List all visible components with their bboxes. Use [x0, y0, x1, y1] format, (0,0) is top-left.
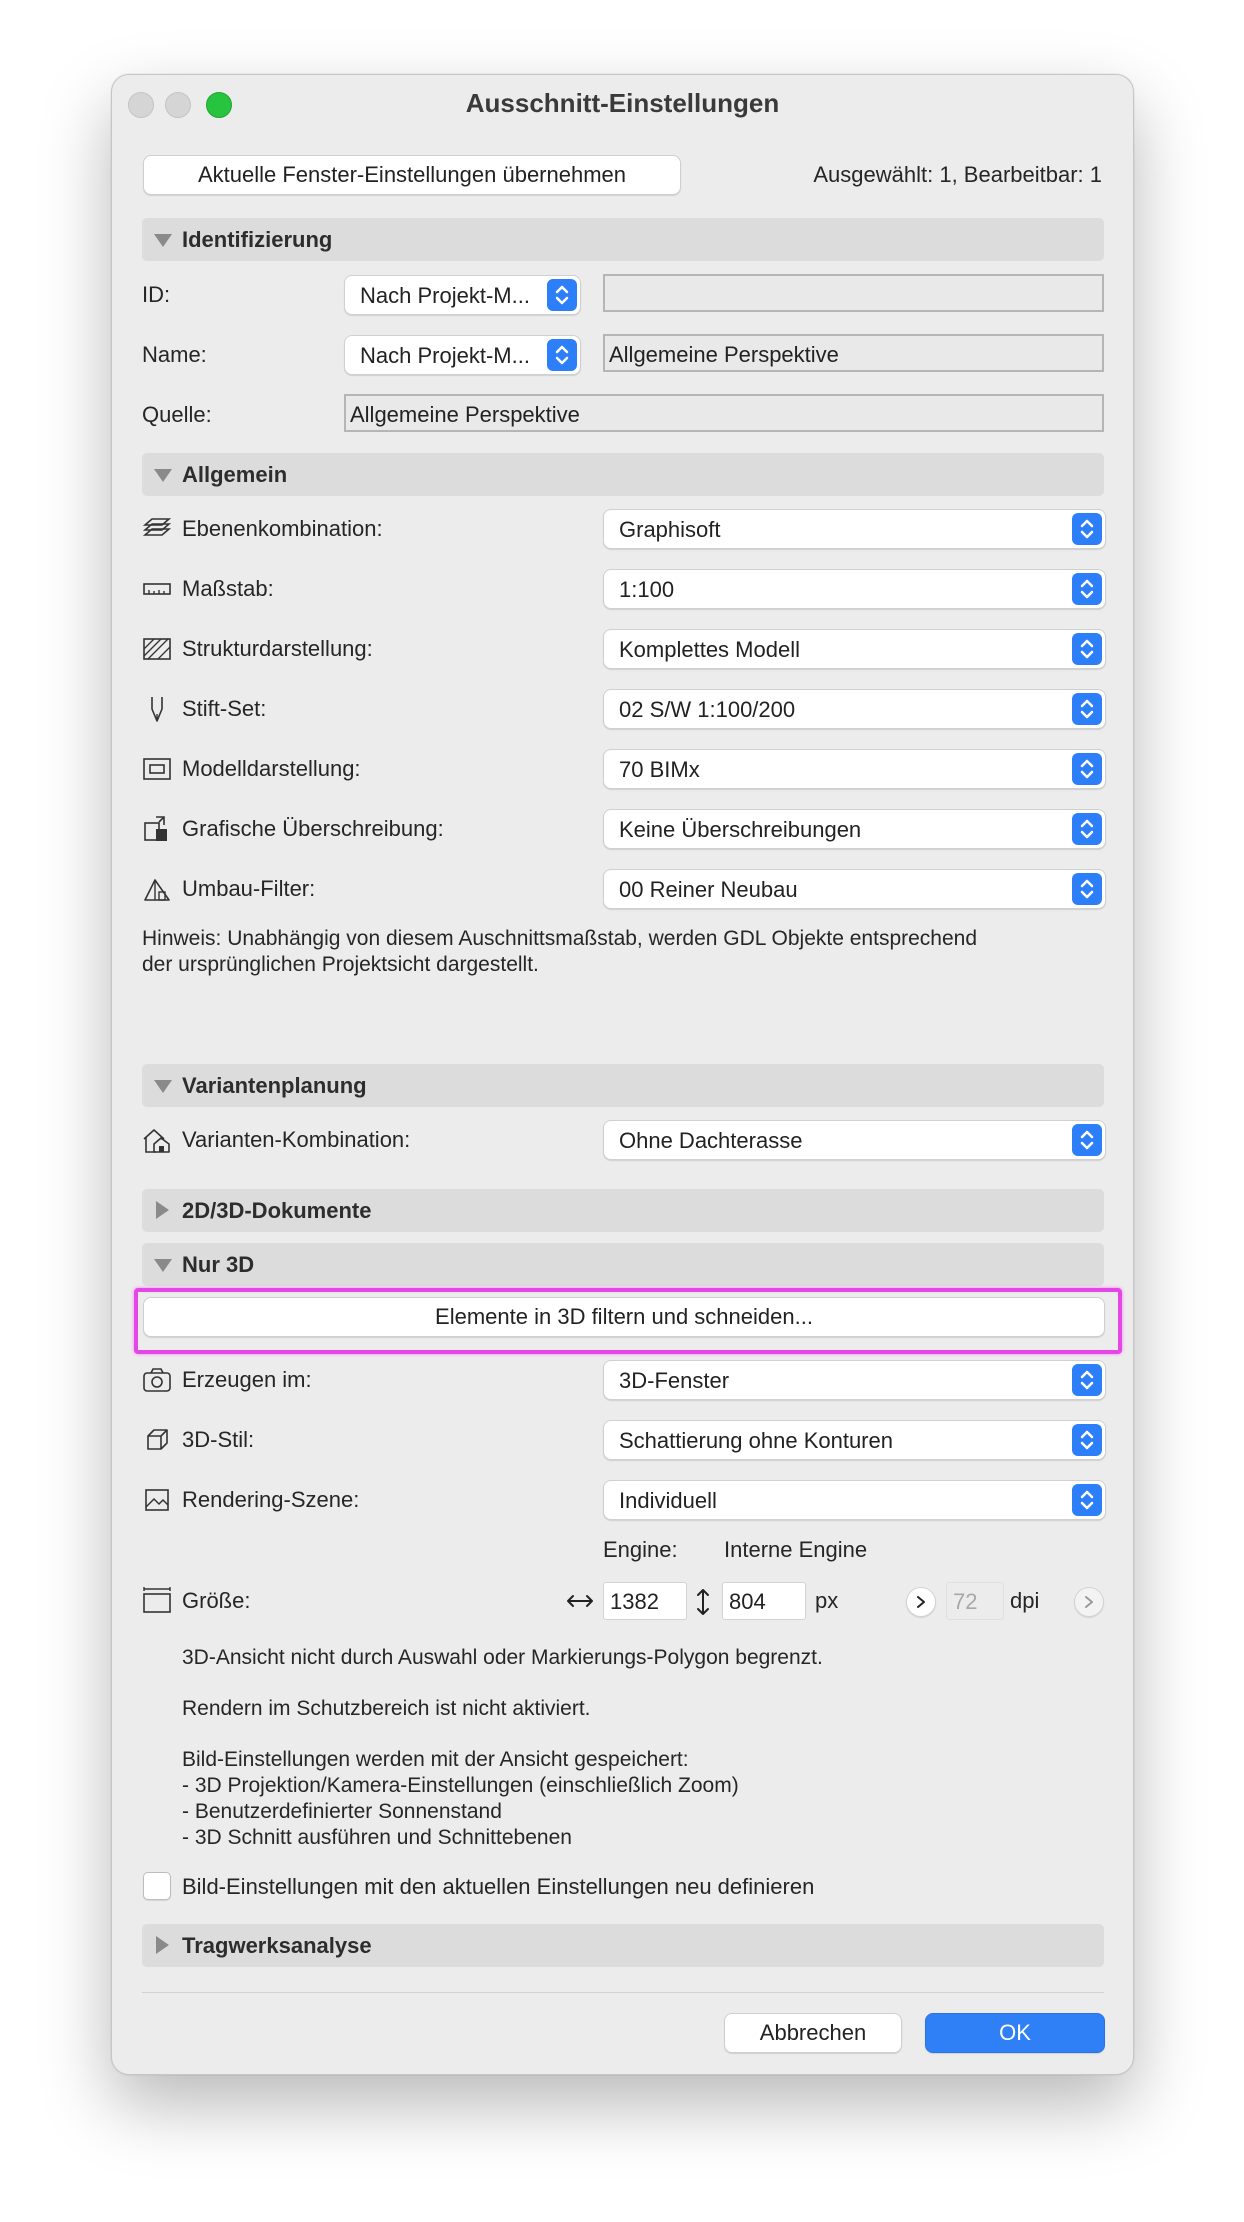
info-text-saved: Bild-Einstellungen werden mit der Ansicht gespeichert:: [182, 1748, 689, 1771]
chevron-right-icon: [1084, 1595, 1094, 1609]
model-view-icon: [142, 754, 172, 784]
popup-chevron-icon: [1072, 693, 1102, 725]
popup-value: Graphisoft: [619, 517, 721, 542]
section-title: 2D/3D-Dokumente: [182, 1198, 372, 1223]
popup-value: Schattierung ohne Konturen: [619, 1428, 893, 1453]
disclosure-triangle-icon: [154, 469, 172, 482]
dpi-field: [946, 1582, 1004, 1620]
name-mode-popup[interactable]: [344, 335, 581, 375]
design-options-icon: [142, 1125, 172, 1155]
popup-chevron-icon: [1072, 1424, 1102, 1456]
erzeugen-im-popup[interactable]: [603, 1360, 1106, 1400]
width-arrow-icon: [566, 1593, 594, 1609]
dpi-value: 72: [953, 1589, 978, 1614]
3d-stil-label: 3D-Stil:: [182, 1427, 255, 1452]
hatch-icon: [142, 634, 172, 664]
section-variantenplanung[interactable]: [142, 1064, 1104, 1107]
popup-value: 1:100: [619, 577, 675, 602]
quelle-field-value: Allgemeine Perspektive: [350, 402, 580, 427]
popup-value: 02 S/W 1:100/200: [619, 697, 796, 722]
chevron-right-icon: [916, 1595, 926, 1609]
cube-icon: [142, 1425, 172, 1455]
ebenenkombination-popup[interactable]: [603, 509, 1106, 549]
title-bar: [112, 75, 1133, 135]
popup-chevron-icon: [547, 279, 577, 311]
width-value: 1382: [610, 1589, 659, 1614]
height-value: 804: [729, 1589, 766, 1614]
hint-line-1: Hinweis: Unabhängig von diesem Auschnittsmaßstab, werden GDL Objekte entsprechend: [142, 927, 978, 950]
highlight-annotation: [134, 1288, 1122, 1354]
info-text-camera: - 3D Projektion/Kamera-Einstellungen (einschließlich Zoom): [182, 1774, 739, 1797]
popup-chevron-icon: [1072, 753, 1102, 785]
quelle-label: Quelle:: [142, 402, 212, 427]
height-arrow-icon: [696, 1588, 710, 1616]
section-title: Tragwerksanalyse: [182, 1933, 372, 1958]
dpi-unit: dpi: [1010, 1588, 1040, 1613]
engine-value: Interne Engine: [724, 1537, 868, 1562]
section-identifizierung[interactable]: [142, 218, 1104, 261]
popup-chevron-icon: [1072, 1124, 1102, 1156]
renovation-icon: [142, 874, 172, 904]
name-label: Name:: [142, 342, 207, 367]
apply-window-settings-button[interactable]: Aktuelle Fenster-Einstellungen übernehmen: [143, 155, 681, 195]
stift-set-popup[interactable]: [603, 689, 1106, 729]
popup-value: Nach Projekt-M...: [360, 343, 530, 368]
section-tragwerksanalyse[interactable]: [142, 1924, 1104, 1967]
px-unit: px: [815, 1588, 839, 1613]
section-allgemein[interactable]: [142, 453, 1104, 496]
ruler-icon: [142, 574, 172, 604]
popup-value: 70 BIMx: [619, 757, 700, 782]
grafische-ueberschreibung-label: Grafische Überschreibung:: [182, 816, 444, 841]
info-text-section: - 3D Schnitt ausführen und Schnittebenen: [182, 1826, 572, 1849]
popup-value: Individuell: [619, 1488, 717, 1513]
redefine-image-settings-label[interactable]: Bild-Einstellungen mit den aktuellen Einstellungen neu definieren: [182, 1874, 815, 1899]
size-options-button[interactable]: [906, 1587, 936, 1617]
disclosure-triangle-icon: [156, 1936, 169, 1954]
layers-icon: [142, 514, 172, 544]
varianten-kombination-popup[interactable]: [603, 1120, 1106, 1160]
section-nur-3d[interactable]: [142, 1243, 1104, 1286]
popup-chevron-icon: [1072, 633, 1102, 665]
rendering-szene-label: Rendering-Szene:: [182, 1487, 360, 1512]
quelle-field: [344, 394, 1104, 432]
popup-value: Komplettes Modell: [619, 637, 800, 662]
section-title: Allgemein: [182, 462, 288, 487]
selection-status: Ausgewählt: 1, Bearbeitbar: 1: [813, 162, 1102, 187]
camera-icon: [142, 1365, 172, 1395]
window-title: Ausschnitt-Einstellungen: [465, 88, 780, 118]
massstab-label: Maßstab:: [182, 576, 274, 601]
disclosure-triangle-icon: [156, 1201, 169, 1219]
popup-chevron-icon: [1072, 1364, 1102, 1396]
popup-chevron-icon: [547, 339, 577, 371]
stift-set-label: Stift-Set:: [182, 696, 267, 721]
size-icon: [142, 1586, 172, 1616]
3d-stil-popup[interactable]: [603, 1420, 1106, 1460]
hint-line-2: der ursprünglichen Projektsicht dargestellt.: [142, 953, 539, 976]
popup-value: 3D-Fenster: [619, 1368, 730, 1393]
info-text-selection: 3D-Ansicht nicht durch Auswahl oder Markierungs-Polygon begrenzt.: [182, 1646, 823, 1669]
name-field-value: Allgemeine Perspektive: [609, 342, 839, 367]
disclosure-triangle-icon: [154, 1080, 172, 1093]
id-mode-popup[interactable]: [344, 275, 581, 315]
popup-value: Ohne Dachterasse: [619, 1128, 803, 1153]
modelldarstellung-label: Modelldarstellung:: [182, 756, 361, 781]
popup-chevron-icon: [1072, 1484, 1102, 1516]
graphic-override-icon: [142, 814, 172, 844]
id-field[interactable]: [603, 274, 1104, 312]
massstab-popup[interactable]: [603, 569, 1106, 609]
footer-divider: [142, 1992, 1104, 1993]
popup-value: Nach Projekt-M...: [360, 283, 530, 308]
dpi-options-button: [1074, 1587, 1104, 1617]
umbau-filter-popup[interactable]: [603, 869, 1106, 909]
engine-label: Engine:: [603, 1537, 678, 1562]
section-title: Identifizierung: [182, 227, 333, 252]
popup-chevron-icon: [1072, 513, 1102, 545]
strukturdarstellung-label: Strukturdarstellung:: [182, 636, 373, 661]
popup-value: Keine Überschreibungen: [619, 817, 862, 842]
umbau-filter-label: Umbau-Filter:: [182, 876, 316, 901]
section-2d3d-dokumente[interactable]: [142, 1189, 1104, 1232]
popup-chevron-icon: [1072, 573, 1102, 605]
filter-and-cut-3d-button[interactable]: Elemente in 3D filtern und schneiden...: [143, 1297, 1105, 1337]
info-text-sun: - Benutzerdefinierter Sonnenstand: [182, 1800, 502, 1823]
varianten-kombination-label: Varianten-Kombination:: [182, 1127, 411, 1152]
popup-chevron-icon: [1072, 813, 1102, 845]
popup-chevron-icon: [1072, 873, 1102, 905]
groesse-label: Größe:: [182, 1588, 251, 1613]
width-field[interactable]: [603, 1582, 687, 1620]
picture-icon: [142, 1485, 172, 1515]
rendering-szene-popup[interactable]: [603, 1480, 1106, 1520]
modelldarstellung-popup[interactable]: [603, 749, 1106, 789]
strukturdarstellung-popup[interactable]: [603, 629, 1106, 669]
id-label: ID:: [142, 282, 171, 307]
cancel-button[interactable]: Abbrechen: [724, 2013, 902, 2053]
settings-dialog: [111, 74, 1134, 2075]
ebenenkombination-label: Ebenenkombination:: [182, 516, 383, 541]
ok-button[interactable]: OK: [925, 2013, 1105, 2053]
erzeugen-im-label: Erzeugen im:: [182, 1367, 312, 1392]
disclosure-triangle-icon: [154, 234, 172, 247]
disclosure-triangle-icon: [154, 1259, 172, 1272]
section-title: Variantenplanung: [182, 1073, 367, 1098]
height-field[interactable]: [722, 1582, 806, 1620]
info-text-protection: Rendern im Schutzbereich ist nicht aktiviert.: [182, 1697, 591, 1720]
popup-value: 00 Reiner Neubau: [619, 877, 798, 902]
name-field[interactable]: [603, 334, 1104, 372]
redefine-image-settings-checkbox[interactable]: [143, 1872, 171, 1900]
section-title: Nur 3D: [182, 1252, 255, 1277]
pen-icon: [142, 694, 172, 724]
grafische-ueberschreibung-popup[interactable]: [603, 809, 1106, 849]
